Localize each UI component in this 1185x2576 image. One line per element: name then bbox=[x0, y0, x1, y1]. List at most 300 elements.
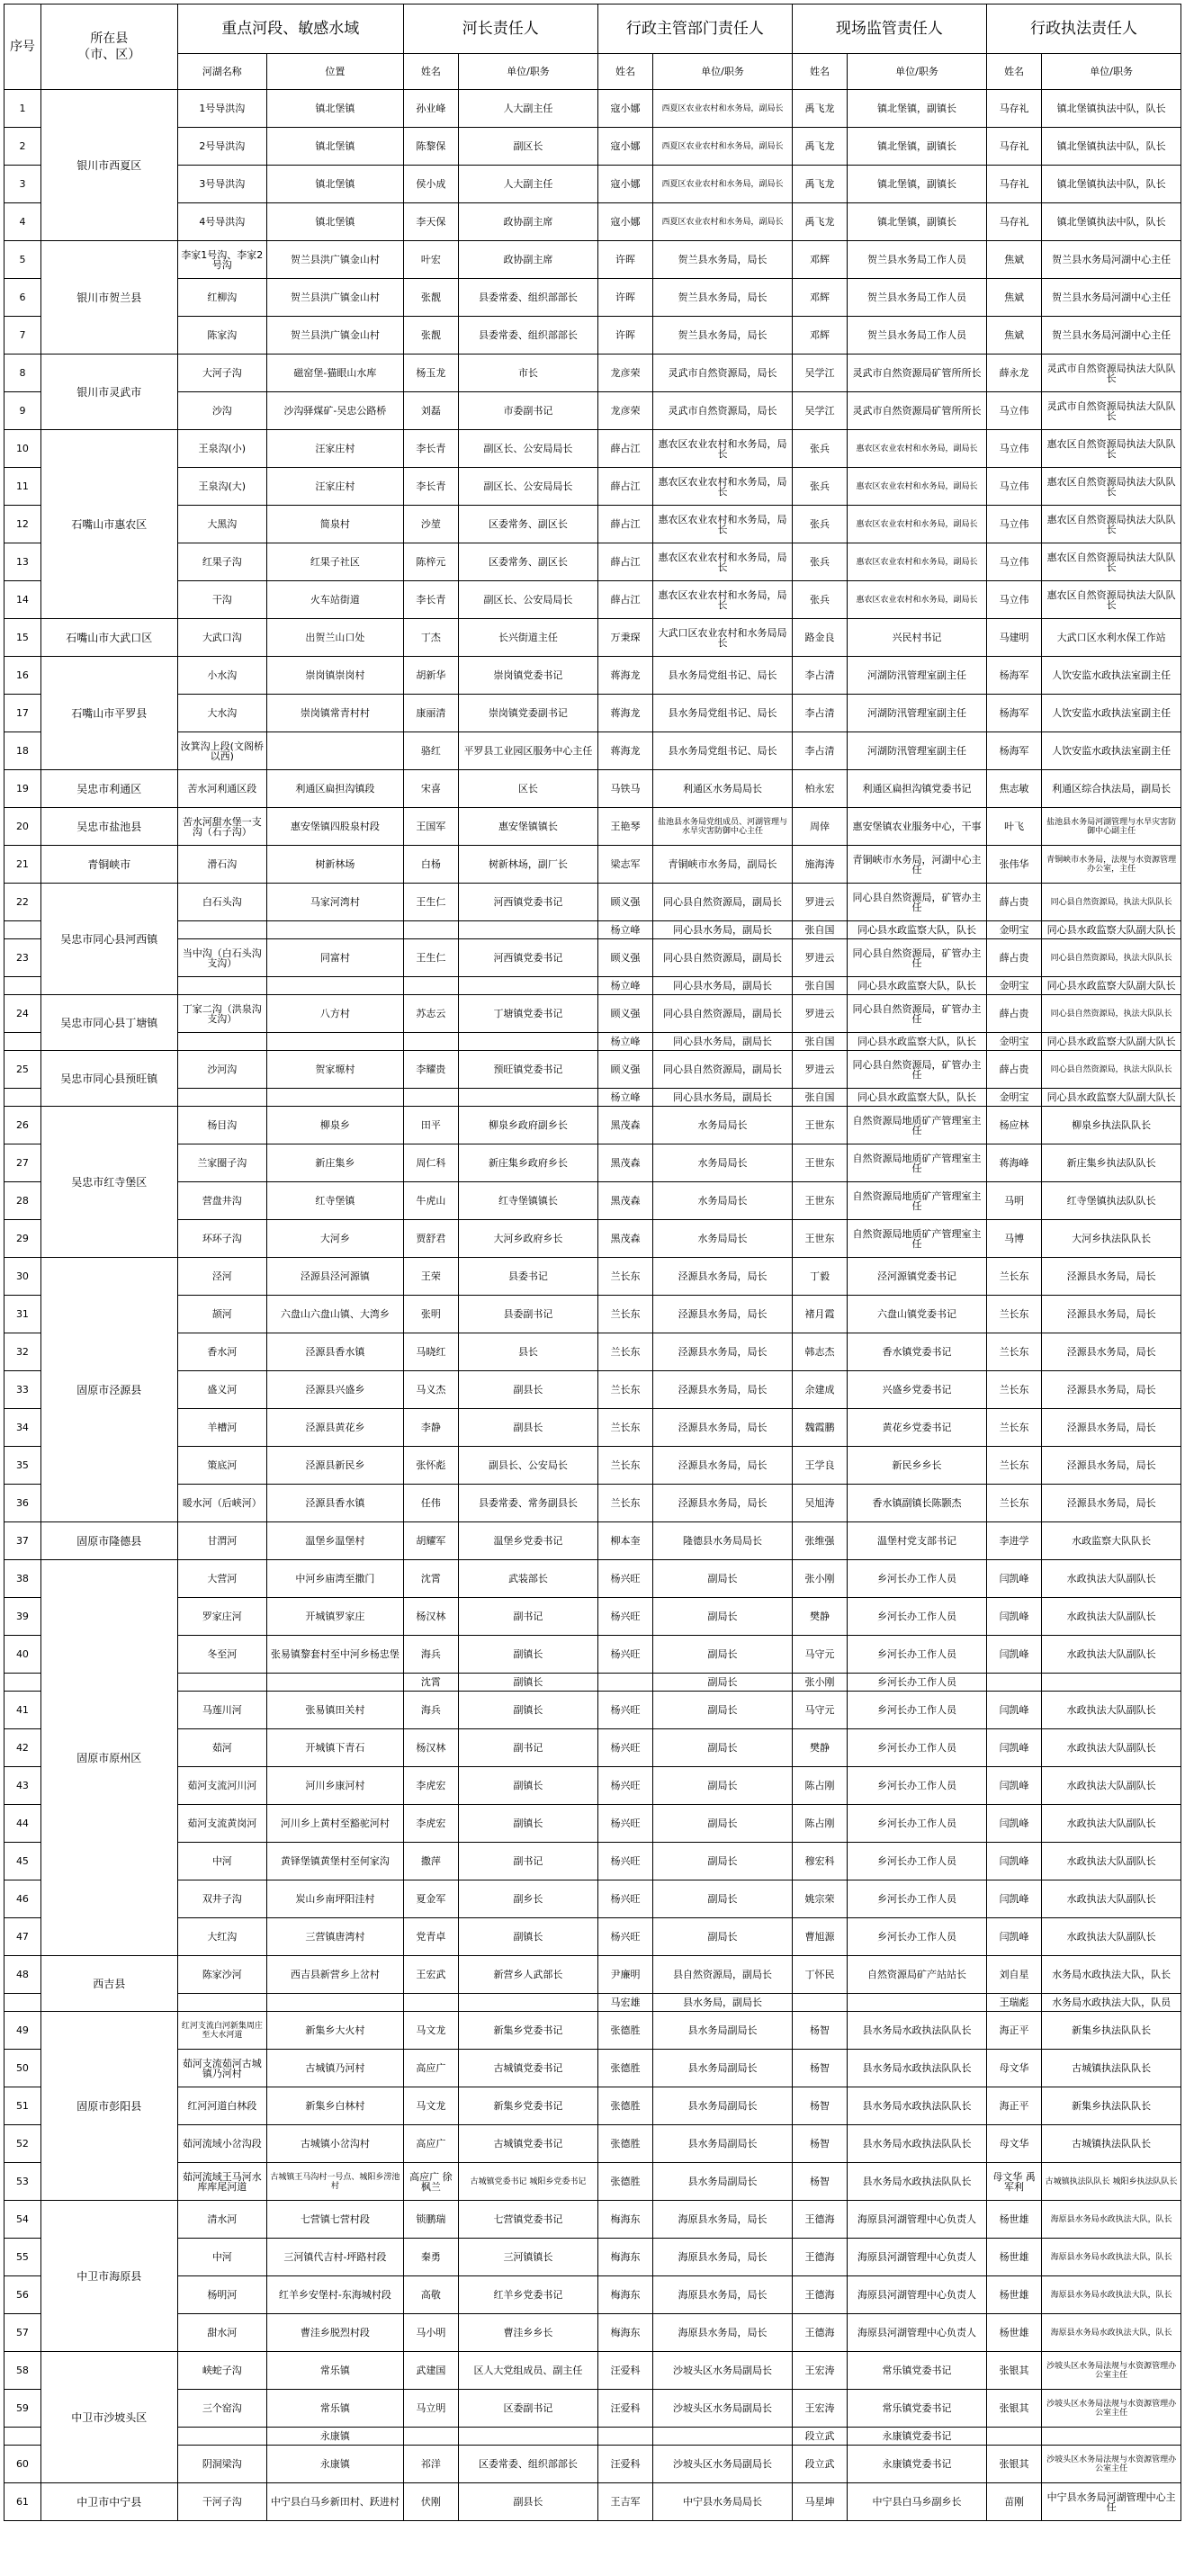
admin-name: 杨兴旺 bbox=[597, 1805, 652, 1843]
enforcer-post: 大河乡执法队队长 bbox=[1042, 1220, 1181, 1258]
river-name bbox=[177, 1089, 266, 1107]
supervisor-post: 青铜峡市水务局，河湖中心主任 bbox=[848, 846, 987, 884]
table-row bbox=[4, 657, 1181, 695]
supervisor-post: 海原县河湖管理中心负责人 bbox=[848, 2239, 987, 2276]
river-name: 兰家圈子沟 bbox=[177, 1144, 266, 1182]
table-row bbox=[4, 392, 1181, 430]
admin-name: 寇小娜 bbox=[597, 128, 652, 166]
enforcer-name: 马立伟 bbox=[986, 543, 1041, 581]
enforcer-name: 金明宝 bbox=[986, 921, 1041, 939]
table-row bbox=[4, 1729, 1181, 1767]
supervisor-name: 丁毅 bbox=[792, 1258, 847, 1296]
chief-name bbox=[403, 1033, 458, 1051]
location: 镇北堡镇 bbox=[266, 90, 403, 128]
enforcer-post: 惠农区自然资源局执法大队队长 bbox=[1042, 506, 1181, 543]
admin-name: 寇小娜 bbox=[597, 166, 652, 203]
table-row bbox=[4, 1144, 1181, 1182]
admin-name: 杨立峰 bbox=[597, 1089, 652, 1107]
supervisor-name: 罗进云 bbox=[792, 884, 847, 921]
supervisor-post: 海原县河湖管理中心负责人 bbox=[848, 2314, 987, 2352]
enforcer-name: 马存礼 bbox=[986, 203, 1041, 241]
enforcer-name: 薛永龙 bbox=[986, 355, 1041, 392]
row-number bbox=[4, 1994, 41, 2012]
chief-name: 马文龙 bbox=[403, 2012, 458, 2050]
supervisor-name: 禹飞龙 bbox=[792, 90, 847, 128]
row-number: 26 bbox=[4, 1107, 41, 1144]
location: 西吉县新营乡上岔村 bbox=[266, 1956, 403, 1994]
supervisor-name: 罗进云 bbox=[792, 939, 847, 977]
river-name: 香水河 bbox=[177, 1333, 266, 1371]
chief-name: 贾舒君 bbox=[403, 1220, 458, 1258]
location: 崇岗镇崇岗村 bbox=[266, 657, 403, 695]
chief-post: 副县长、公安局长 bbox=[459, 1447, 598, 1485]
admin-name: 薛占江 bbox=[597, 506, 652, 543]
admin-post: 副局长 bbox=[653, 1692, 793, 1729]
supervisor-post: 新民乡乡长 bbox=[848, 1447, 987, 1485]
admin-post: 海原县水务局，局长 bbox=[653, 2314, 793, 2352]
supervisor-name: 路金良 bbox=[792, 619, 847, 657]
chief-name: 祁洋 bbox=[403, 2446, 458, 2483]
enforcer-post: 水政执法大队副队长 bbox=[1042, 1767, 1181, 1805]
enforcer-name: 杨世雄 bbox=[986, 2239, 1041, 2276]
location: 同富村 bbox=[266, 939, 403, 977]
admin-name: 杨兴旺 bbox=[597, 1729, 652, 1767]
river-name: 双井子沟 bbox=[177, 1880, 266, 1918]
admin-post: 水务局局长 bbox=[653, 1144, 793, 1182]
supervisor-post: 乡河长办工作人员 bbox=[848, 1560, 987, 1598]
row-number: 36 bbox=[4, 1485, 41, 1522]
table-row bbox=[4, 1674, 1181, 1692]
admin-post: 惠农区农业农村和水务局，局长 bbox=[653, 468, 793, 506]
supervisor-name: 周倖 bbox=[792, 808, 847, 846]
admin-name: 杨立峰 bbox=[597, 1033, 652, 1051]
county-cell: 中卫市中宁县 bbox=[40, 2483, 177, 2521]
county-cell: 吴忠市同心县丁塘镇 bbox=[40, 995, 177, 1051]
admin-post: 县水务局副局长 bbox=[653, 2087, 793, 2125]
chief-post bbox=[459, 977, 598, 995]
enforcer-name: 蒋海峰 bbox=[986, 1144, 1041, 1182]
row-number: 3 bbox=[4, 166, 41, 203]
admin-name: 许晖 bbox=[597, 279, 652, 317]
supervisor-post: 惠农区农业农村和水务局，副局长 bbox=[848, 581, 987, 619]
table-row bbox=[4, 2446, 1181, 2483]
county-cell: 中卫市海原县 bbox=[40, 2201, 177, 2352]
supervisor-post: 泾河源镇党委书记 bbox=[848, 1258, 987, 1296]
supervisor-post: 同心县水政监察大队，队长 bbox=[848, 1033, 987, 1051]
enforcer-post: 水政执法大队副队长 bbox=[1042, 1692, 1181, 1729]
row-number: 31 bbox=[4, 1296, 41, 1333]
chief-post: 武装部长 bbox=[459, 1560, 598, 1598]
row-number: 18 bbox=[4, 732, 41, 770]
chief-post: 副区长、公安局局长 bbox=[459, 430, 598, 468]
enforcer-name bbox=[986, 1674, 1041, 1692]
supervisor-post: 乡河长办工作人员 bbox=[848, 1598, 987, 1636]
chief-post: 副县长 bbox=[459, 2483, 598, 2521]
location: 六盘山六盘山镇、大湾乡 bbox=[266, 1296, 403, 1333]
row-number: 24 bbox=[4, 995, 41, 1033]
chief-post: 区长 bbox=[459, 770, 598, 808]
chief-post: 县委常委、组织部部长 bbox=[459, 279, 598, 317]
river-name: 白石头沟 bbox=[177, 884, 266, 921]
enforcer-post: 古城镇执法队队长 bbox=[1042, 2125, 1181, 2163]
supervisor-post: 河湖防汛管理室副主任 bbox=[848, 732, 987, 770]
enforcer-name: 杨应林 bbox=[986, 1107, 1041, 1144]
enforcer-name: 闫凯峰 bbox=[986, 1692, 1041, 1729]
row-number: 45 bbox=[4, 1843, 41, 1880]
chief-name: 王宏武 bbox=[403, 1956, 458, 1994]
supervisor-post: 贺兰县水务局工作人员 bbox=[848, 317, 987, 355]
admin-post: 泾源县水务局，局长 bbox=[653, 1296, 793, 1333]
chief-name: 李长青 bbox=[403, 581, 458, 619]
supervisor-post: 县水务局水政执法队队长 bbox=[848, 2012, 987, 2050]
enforcer-name: 焦斌 bbox=[986, 279, 1041, 317]
table-row bbox=[4, 166, 1181, 203]
enforcer-post: 惠农区自然资源局执法大队队长 bbox=[1042, 430, 1181, 468]
supervisor-name: 曹旭源 bbox=[792, 1918, 847, 1956]
supervisor-name: 张兵 bbox=[792, 543, 847, 581]
supervisor-post: 温堡村党支部书记 bbox=[848, 1522, 987, 1560]
admin-post: 惠农区农业农村和水务局，局长 bbox=[653, 430, 793, 468]
river-name: 大河子沟 bbox=[177, 355, 266, 392]
river-name: 茹河支流河川河 bbox=[177, 1767, 266, 1805]
supervisor-post: 中宁县白马乡副乡长 bbox=[848, 2483, 987, 2521]
row-number: 53 bbox=[4, 2163, 41, 2201]
table-row bbox=[4, 1089, 1181, 1107]
supervisor-name: 杨智 bbox=[792, 2163, 847, 2201]
location: 泾源县香水镇 bbox=[266, 1333, 403, 1371]
river-name: 中河 bbox=[177, 2239, 266, 2276]
chief-post: 副区长、公安局局长 bbox=[459, 581, 598, 619]
supervisor-name: 王世东 bbox=[792, 1182, 847, 1220]
supervisor-post: 灵武市自然资源局矿管所所长 bbox=[848, 355, 987, 392]
admin-post: 大武口区农业农村和水务局局长 bbox=[653, 619, 793, 657]
admin-name bbox=[597, 2428, 652, 2446]
supervisor-post: 兴盛乡党委书记 bbox=[848, 1371, 987, 1409]
enforcer-name: 李进学 bbox=[986, 1522, 1041, 1560]
supervisor-post: 黄花乡党委书记 bbox=[848, 1409, 987, 1447]
enforcer-name: 母文华 bbox=[986, 2125, 1041, 2163]
row-number: 1 bbox=[4, 90, 41, 128]
admin-post: 副局长 bbox=[653, 1598, 793, 1636]
table-row bbox=[4, 2428, 1181, 2446]
county-cell: 吴忠市同心县预旺镇 bbox=[40, 1051, 177, 1107]
supervisor-post: 同心县自然资源局，矿管办主任 bbox=[848, 884, 987, 921]
chief-post: 副区长 bbox=[459, 128, 598, 166]
location: 三营镇唐湾村 bbox=[266, 1918, 403, 1956]
location: 泾源县黄花乡 bbox=[266, 1409, 403, 1447]
chief-name: 康丽清 bbox=[403, 695, 458, 732]
chief-name: 王国军 bbox=[403, 808, 458, 846]
admin-post: 中宁县水务局局长 bbox=[653, 2483, 793, 2521]
chief-name bbox=[403, 977, 458, 995]
enforcer-post: 同心县水政监察大队副大队长 bbox=[1042, 1089, 1181, 1107]
location: 新集乡大火村 bbox=[266, 2012, 403, 2050]
table-row bbox=[4, 1636, 1181, 1674]
county-cell: 固原市原州区 bbox=[40, 1560, 177, 1956]
enforcer-post: 贺兰县水务局河湖中心主任 bbox=[1042, 317, 1181, 355]
supervisor-post: 乡河长办工作人员 bbox=[848, 1843, 987, 1880]
table-row bbox=[4, 2012, 1181, 2050]
enforcer-name: 闫凯峰 bbox=[986, 1636, 1041, 1674]
admin-name: 梅海东 bbox=[597, 2314, 652, 2352]
admin-post: 沙坡头区水务局副局长 bbox=[653, 2446, 793, 2483]
row-number bbox=[4, 1033, 41, 1051]
row-number: 27 bbox=[4, 1144, 41, 1182]
location: 三河镇代吉村-坪路村段 bbox=[266, 2239, 403, 2276]
county-cell: 石嘴山市惠农区 bbox=[40, 430, 177, 619]
table-row bbox=[4, 2087, 1181, 2125]
table-row bbox=[4, 939, 1181, 977]
chief-name: 王生仁 bbox=[403, 939, 458, 977]
chief-name: 张靓 bbox=[403, 317, 458, 355]
chief-post: 新营乡人武部长 bbox=[459, 1956, 598, 1994]
supervisor-post: 镇北堡镇，副镇长 bbox=[848, 203, 987, 241]
location: 泾源县兴盛乡 bbox=[266, 1371, 403, 1409]
table-row bbox=[4, 543, 1181, 581]
enforcer-post: 水政执法大队副队长 bbox=[1042, 1805, 1181, 1843]
admin-name: 兰长东 bbox=[597, 1258, 652, 1296]
river-name: 大营河 bbox=[177, 1560, 266, 1598]
river-name: 暖水河（后峡河） bbox=[177, 1485, 266, 1522]
river-name: 大武口沟 bbox=[177, 619, 266, 657]
chief-post: 新集乡党委书记 bbox=[459, 2087, 598, 2125]
location: 新集乡白林村 bbox=[266, 2087, 403, 2125]
table-row bbox=[4, 1767, 1181, 1805]
supervisor-post: 永康镇党委书记 bbox=[848, 2428, 987, 2446]
river-name bbox=[177, 977, 266, 995]
table-row bbox=[4, 995, 1181, 1033]
enforcer-name: 马明 bbox=[986, 1182, 1041, 1220]
enforcer-name: 马立伟 bbox=[986, 506, 1041, 543]
supervisor-name: 张自国 bbox=[792, 921, 847, 939]
county-cell: 吴忠市利通区 bbox=[40, 770, 177, 808]
enforcer-name: 张银其 bbox=[986, 2446, 1041, 2483]
chief-post: 崇岗镇党委书记 bbox=[459, 657, 598, 695]
chief-name: 李虎宏 bbox=[403, 1805, 458, 1843]
river-name: 杨目沟 bbox=[177, 1107, 266, 1144]
table-row bbox=[4, 2276, 1181, 2314]
chief-post: 副镇长 bbox=[459, 1805, 598, 1843]
chief-post: 副镇长 bbox=[459, 1692, 598, 1729]
chief-post: 古城镇党委书记 城阳乡党委书记 bbox=[459, 2163, 598, 2201]
river-name: 茹河支流黄岗河 bbox=[177, 1805, 266, 1843]
chief-name: 刘磊 bbox=[403, 392, 458, 430]
chief-post: 崇岗镇党委副书记 bbox=[459, 695, 598, 732]
enforcer-post: 镇北堡镇执法中队，队长 bbox=[1042, 166, 1181, 203]
table-row bbox=[4, 90, 1181, 128]
admin-post: 隆德县水务局局长 bbox=[653, 1522, 793, 1560]
location: 沙沟驿煤矿-吴忠公路桥 bbox=[266, 392, 403, 430]
supervisor-name: 丁怀民 bbox=[792, 1956, 847, 1994]
location: 简泉村 bbox=[266, 506, 403, 543]
county-cell: 吴忠市盐池县 bbox=[40, 808, 177, 846]
admin-name: 顾义强 bbox=[597, 884, 652, 921]
admin-name: 黑茂森 bbox=[597, 1220, 652, 1258]
river-name bbox=[177, 921, 266, 939]
chief-name: 侯小成 bbox=[403, 166, 458, 203]
chief-post: 新集乡党委书记 bbox=[459, 2012, 598, 2050]
chief-name: 王荣 bbox=[403, 1258, 458, 1296]
row-number: 61 bbox=[4, 2483, 41, 2521]
chief-post: 红寺堡镇镇长 bbox=[459, 1182, 598, 1220]
subheader-cell: 单位/职务 bbox=[848, 54, 987, 90]
row-number: 11 bbox=[4, 468, 41, 506]
admin-post: 惠农区农业农村和水务局，局长 bbox=[653, 506, 793, 543]
admin-post: 同心县水务局，副局长 bbox=[653, 1033, 793, 1051]
chief-post: 长兴街道主任 bbox=[459, 619, 598, 657]
enforcer-post: 红寺堡镇执法队队长 bbox=[1042, 1182, 1181, 1220]
location: 贺兰县洪广镇金山村 bbox=[266, 317, 403, 355]
admin-name: 兰长东 bbox=[597, 1409, 652, 1447]
row-number: 13 bbox=[4, 543, 41, 581]
location: 古城镇乃河村 bbox=[266, 2050, 403, 2087]
river-name: 羊槽河 bbox=[177, 1409, 266, 1447]
enforcer-name: 薛占贵 bbox=[986, 1051, 1041, 1089]
river-name bbox=[177, 1674, 266, 1692]
enforcer-post bbox=[1042, 1674, 1181, 1692]
admin-name: 张德胜 bbox=[597, 2163, 652, 2201]
chief-name: 任伟 bbox=[403, 1485, 458, 1522]
chief-post: 温堡乡党委书记 bbox=[459, 1522, 598, 1560]
admin-name: 王艳琴 bbox=[597, 808, 652, 846]
chief-name: 叶宏 bbox=[403, 241, 458, 279]
chief-name: 丁杰 bbox=[403, 619, 458, 657]
river-name bbox=[177, 2428, 266, 2446]
location: 八方村 bbox=[266, 995, 403, 1033]
river-name: 峡蛇子沟 bbox=[177, 2352, 266, 2390]
supervisor-post: 香水镇党委书记 bbox=[848, 1333, 987, 1371]
admin-name: 黑茂森 bbox=[597, 1144, 652, 1182]
enforcer-post: 泾源县水务局，局长 bbox=[1042, 1333, 1181, 1371]
supervisor-post: 乡河长办工作人员 bbox=[848, 1880, 987, 1918]
chief-name: 锁鹏瑞 bbox=[403, 2201, 458, 2239]
supervisor-name: 王学良 bbox=[792, 1447, 847, 1485]
chief-name: 田平 bbox=[403, 1107, 458, 1144]
location: 开城镇罗家庄 bbox=[266, 1598, 403, 1636]
river-name: 罗家庄河 bbox=[177, 1598, 266, 1636]
chief-post: 县委书记 bbox=[459, 1258, 598, 1296]
river-name: 茹河流域王马河水库库尾河道 bbox=[177, 2163, 266, 2201]
admin-name: 汪爱科 bbox=[597, 2390, 652, 2428]
supervisor-name: 杨智 bbox=[792, 2125, 847, 2163]
row-number: 17 bbox=[4, 695, 41, 732]
supervisor-name: 魏霞鹏 bbox=[792, 1409, 847, 1447]
supervisor-name: 王宏涛 bbox=[792, 2390, 847, 2428]
admin-post: 沙坡头区水务局副局长 bbox=[653, 2390, 793, 2428]
location: 泾源县香水镇 bbox=[266, 1485, 403, 1522]
county-cell: 银川市灵武市 bbox=[40, 355, 177, 430]
river-name: 颉河 bbox=[177, 1296, 266, 1333]
enforcer-post: 泾源县水务局，局长 bbox=[1042, 1447, 1181, 1485]
admin-name: 杨兴旺 bbox=[597, 1598, 652, 1636]
enforcer-post: 水政执法大队副队长 bbox=[1042, 1598, 1181, 1636]
table-row bbox=[4, 279, 1181, 317]
enforcer-post: 泾源县水务局，局长 bbox=[1042, 1371, 1181, 1409]
county-cell: 青铜峡市 bbox=[40, 846, 177, 884]
enforcer-post: 新庄集乡执法队队长 bbox=[1042, 1144, 1181, 1182]
river-name: 汝箕沟上段(文阁桥以西) bbox=[177, 732, 266, 770]
location: 崇岗镇常青村村 bbox=[266, 695, 403, 732]
admin-name: 梅海东 bbox=[597, 2201, 652, 2239]
admin-post: 同心县自然资源局，副局长 bbox=[653, 1051, 793, 1089]
supervisor-name: 吴学江 bbox=[792, 355, 847, 392]
river-name: 沙河沟 bbox=[177, 1051, 266, 1089]
admin-post: 同心县自然资源局，副局长 bbox=[653, 995, 793, 1033]
river-name: 丁家二沟（洪泉沟支沟） bbox=[177, 995, 266, 1033]
supervisor-name: 张自国 bbox=[792, 1033, 847, 1051]
river-name: 大红沟 bbox=[177, 1918, 266, 1956]
chief-post: 七营镇党委书记 bbox=[459, 2201, 598, 2239]
county-cell: 银川市贺兰县 bbox=[40, 241, 177, 355]
table-row bbox=[4, 1560, 1181, 1598]
enforcer-post: 镇北堡镇执法中队，队长 bbox=[1042, 203, 1181, 241]
chief-name: 马文龙 bbox=[403, 2087, 458, 2125]
enforcer-name: 闫凯峰 bbox=[986, 1560, 1041, 1598]
row-number: 10 bbox=[4, 430, 41, 468]
chief-post: 副书记 bbox=[459, 1843, 598, 1880]
chief-post: 副乡长 bbox=[459, 1880, 598, 1918]
enforcer-post: 灵武市自然资源局执法大队队长 bbox=[1042, 355, 1181, 392]
river-name: 当中沟（白石头沟支沟） bbox=[177, 939, 266, 977]
supervisor-name: 张兵 bbox=[792, 430, 847, 468]
enforcer-post: 水政执法大队副队长 bbox=[1042, 1560, 1181, 1598]
enforcer-name: 焦斌 bbox=[986, 317, 1041, 355]
enforcer-post: 沙坡头区水务局法规与水资源管理办公室主任 bbox=[1042, 2352, 1181, 2390]
location: 磁窑堡-猫眼山水库 bbox=[266, 355, 403, 392]
chief-post: 副镇长 bbox=[459, 1636, 598, 1674]
location: 常乐镇 bbox=[266, 2352, 403, 2390]
subheader-cell: 姓名 bbox=[597, 54, 652, 90]
location: 马家河湾村 bbox=[266, 884, 403, 921]
location bbox=[266, 1674, 403, 1692]
supervisor-post: 灵武市自然资源局矿管所所长 bbox=[848, 392, 987, 430]
row-number: 9 bbox=[4, 392, 41, 430]
chief-name: 胡耀军 bbox=[403, 1522, 458, 1560]
enforcer-post: 大武口区水利水保工作站 bbox=[1042, 619, 1181, 657]
admin-post: 县水务局党组书记、局长 bbox=[653, 695, 793, 732]
river-name: 阴洞梁沟 bbox=[177, 2446, 266, 2483]
supervisor-post: 镇北堡镇，副镇长 bbox=[848, 166, 987, 203]
enforcer-post: 同心县水政监察大队副大队长 bbox=[1042, 1033, 1181, 1051]
chief-name: 陈黎保 bbox=[403, 128, 458, 166]
enforcer-post: 泾源县水务局，局长 bbox=[1042, 1258, 1181, 1296]
river-name: 茹河 bbox=[177, 1729, 266, 1767]
row-number: 7 bbox=[4, 317, 41, 355]
river-name: 李家1号沟、李家2号沟 bbox=[177, 241, 266, 279]
chief-name: 张靓 bbox=[403, 279, 458, 317]
supervisor-post: 乡河长办工作人员 bbox=[848, 1729, 987, 1767]
enforcer-name: 薛占贵 bbox=[986, 884, 1041, 921]
river-name: 王泉沟(大) bbox=[177, 468, 266, 506]
river-name: 小水沟 bbox=[177, 657, 266, 695]
supervisor-post: 乡河长办工作人员 bbox=[848, 1767, 987, 1805]
chief-post: 县委副书记 bbox=[459, 1296, 598, 1333]
admin-post: 泾源县水务局，局长 bbox=[653, 1371, 793, 1409]
table-row bbox=[4, 241, 1181, 279]
chief-name: 牛虎山 bbox=[403, 1182, 458, 1220]
chief-name: 李长青 bbox=[403, 468, 458, 506]
supervisor-name: 余建成 bbox=[792, 1371, 847, 1409]
location: 永康镇 bbox=[266, 2428, 403, 2446]
supervisor-post: 乡河长办工作人员 bbox=[848, 1805, 987, 1843]
supervisor-name: 姚宗荣 bbox=[792, 1880, 847, 1918]
enforcer-post: 新集乡执法队队长 bbox=[1042, 2012, 1181, 2050]
supervisor-post: 自然资源局地质矿产管理室主任 bbox=[848, 1220, 987, 1258]
supervisor-post: 常乐镇党委书记 bbox=[848, 2390, 987, 2428]
enforcer-post: 镇北堡镇执法中队，队长 bbox=[1042, 128, 1181, 166]
table-row bbox=[4, 317, 1181, 355]
supervisor-name: 邓辉 bbox=[792, 279, 847, 317]
